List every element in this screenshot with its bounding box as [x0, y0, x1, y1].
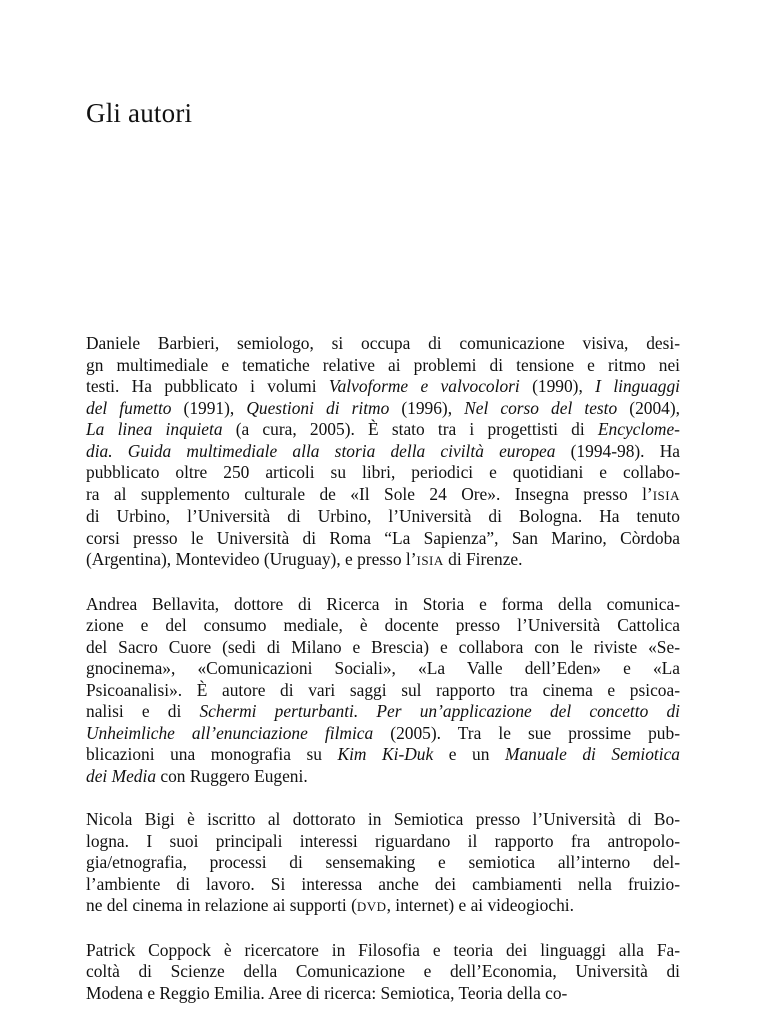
bio-line	[86, 355, 680, 377]
page-title: Gli autori	[86, 98, 193, 128]
bio-line	[86, 484, 680, 507]
text-run: pubblicato oltre 250 articoli su libri, periodici e quotidiani e collabo-	[86, 462, 680, 482]
text-run: (Argentina), Montevideo (Uruguay), e presso l’	[86, 549, 417, 569]
bio-line	[86, 961, 680, 983]
text-run: di Urbino, l’Università di Urbino, l’Università di Bologna. Ha tenuto	[86, 506, 680, 526]
text-run: (a cura, 2005). È stato tra i progettisti di	[222, 419, 598, 439]
text-run: , internet) e ai videogiochi.	[386, 895, 574, 915]
bio-line	[86, 723, 680, 745]
text-run: blicazioni una monografia su	[86, 744, 338, 764]
italic-title: Manuale di Semiotica	[504, 744, 680, 764]
text-run: gnocinema», «Comunicazioni Sociali», «La Valle dell’Eden» e «La	[86, 658, 680, 678]
small-caps-acronym: ISIA	[416, 553, 444, 568]
bio-line	[86, 549, 680, 572]
bio-line	[86, 333, 680, 355]
bio-line	[86, 895, 680, 918]
bio-line	[86, 831, 680, 853]
bio-line	[86, 441, 680, 463]
author-bio	[86, 940, 680, 1005]
italic-title: dia. Guida multimediale alla storia della civiltà europea	[86, 440, 556, 461]
italic-title: Questioni di ritmo	[246, 397, 390, 418]
text-run: (1994-98). Ha	[555, 440, 680, 461]
text-run: Modena e Reggio Emilia. Aree di ricerca: Semiotica, Teoria della co-	[86, 982, 568, 1003]
text-run: Andrea Bellavita, dottore di Ricerca in Storia e forma della comunica-	[86, 593, 680, 614]
text-run: (1990),	[519, 376, 596, 396]
small-caps-acronym: ISIA	[652, 487, 680, 503]
text-run: (1996),	[389, 397, 465, 418]
bio-line	[86, 419, 680, 441]
text-run: gia/etnografia, processi di sensemaking e semiotica all’interno del-	[86, 852, 680, 872]
bio-line	[86, 376, 680, 398]
bio-line	[86, 506, 680, 528]
text-run: Patrick Coppock è ricercatore in Filosofia e teoria dei linguaggi alla Fa-	[86, 939, 680, 960]
author-bio	[86, 333, 680, 572]
text-run: e un	[433, 744, 505, 764]
text-run: ra al supplemento culturale de «Il Sole 24 Ore». Insegna presso l’	[86, 483, 653, 504]
text-run: zione e del consumo mediale, è docente presso l’Università Cattolica	[86, 615, 680, 635]
bio-line	[86, 852, 680, 874]
text-run: Nicola Bigi è iscritto al dottorato in Semiotica presso l’Università di Bo-	[86, 809, 680, 829]
bio-line	[86, 594, 680, 616]
text-run: coltà di Scienze della Comunicazione e dell’Economia, Università di	[86, 961, 680, 981]
text-run: gn multimediale e tematiche relative ai problemi di tensione e ritmo nei	[86, 354, 680, 375]
italic-title: Valvoforme e valvocolori	[328, 376, 520, 396]
author-bios	[86, 333, 680, 1026]
bio-line	[86, 983, 680, 1005]
bio-line	[86, 462, 680, 484]
text-run: l’ambiente di lavoro. Si interessa anche dei cambiamenti nella fruizio-	[86, 873, 680, 894]
italic-title: Encyclome-	[597, 419, 680, 439]
italic-title: Nel corso del testo	[464, 397, 618, 418]
italic-title: Unheimliche all’enunciazione filmica	[86, 722, 374, 743]
italic-title: I linguaggi	[595, 376, 680, 396]
text-run: Daniele Barbieri, semiologo, si occupa di comunicazione visiva, desi-	[86, 333, 680, 353]
text-run: logna. I suoi principali interessi riguardano il rapporto fra antropolo-	[86, 830, 680, 851]
text-run: (2004),	[617, 397, 680, 418]
bio-line	[86, 615, 680, 637]
bio-line	[86, 874, 680, 896]
bio-line	[86, 766, 680, 788]
text-run: testi. Ha pubblicato i volumi	[86, 376, 329, 396]
text-run: del Sacro Cuore (sedi di Milano e Brescia) e collabora con le riviste «Se-	[86, 636, 680, 657]
author-bio	[86, 809, 680, 918]
text-run: ne del cinema in relazione ai supporti (	[86, 895, 357, 915]
text-run: di Firenze.	[443, 549, 523, 569]
text-run: (2005). Tra le sue prossime pub-	[373, 722, 680, 743]
italic-title: La linea inquieta	[86, 419, 223, 439]
italic-title: Schermi perturbanti. Per un’applicazione del concetto di	[199, 701, 680, 721]
text-run: nalisi e di	[86, 701, 200, 721]
author-bio	[86, 594, 680, 788]
italic-title: Kim Ki-Duk	[337, 744, 434, 764]
text-run: con Ruggero Eugeni.	[156, 765, 308, 786]
bio-line	[86, 528, 680, 550]
text-run: (1991),	[171, 397, 247, 418]
bio-line	[86, 701, 680, 723]
bio-line	[86, 680, 680, 702]
bio-line	[86, 637, 680, 659]
italic-title: dei Media	[86, 765, 157, 786]
bio-line	[86, 809, 680, 831]
text-run: Psicoanalisi». È autore di vari saggi sul rapporto tra cinema e psicoa-	[86, 679, 680, 700]
italic-title: del fumetto	[86, 397, 172, 418]
bio-line	[86, 658, 680, 680]
bio-line	[86, 940, 680, 962]
small-caps-acronym: DVD	[356, 899, 387, 914]
text-run: corsi presso le Università di Roma “La Sapienza”, San Marino, Còrdoba	[86, 527, 680, 548]
bio-line	[86, 398, 680, 420]
bio-line	[86, 744, 680, 766]
